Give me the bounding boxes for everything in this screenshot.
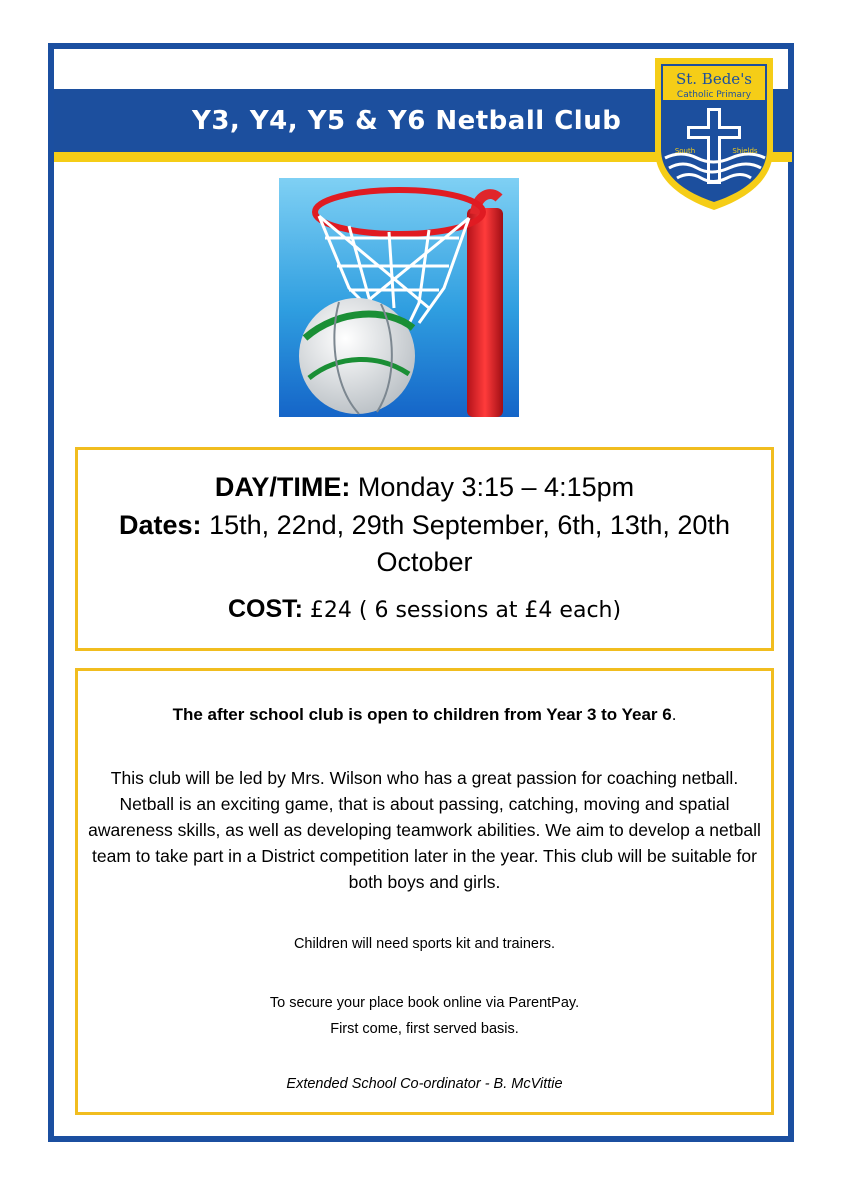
crest-school-name: St. Bede's [675, 70, 753, 88]
cost-label: COST: [227, 595, 303, 623]
cost-value: £24 ( 6 sessions at £4 each) [309, 598, 622, 623]
dates-label: Dates: [119, 510, 202, 540]
info-paragraph: This club will be led by Mrs. Wilson who has a great passion for coaching netball. Netball is an exciting game, that is about passing, catching, moving and spatial awareness skills, as well as developing teamwork abilities. We aim to develop a netball team to take part in a District competition later in the year. This club will be suitable for both boys and girls. [88, 768, 761, 892]
netball-hoop-image [279, 178, 519, 417]
dates-continuation: October [376, 547, 473, 577]
info-box [75, 668, 774, 1115]
day-time-label: DAY/TIME: [214, 472, 351, 502]
booking-note: To secure your place book online via ParentPay. [269, 995, 580, 1011]
cost-line [78, 595, 771, 624]
booking-basis: First come, first served basis. [330, 1021, 519, 1037]
day-time-line [78, 472, 771, 503]
school-crest-logo [651, 54, 777, 212]
kit-note: Children will need sports kit and trainers. [293, 936, 556, 952]
dates-value: 15th, 22nd, 29th September, 6th, 13th, 20th [209, 510, 730, 540]
dates-line [78, 510, 771, 541]
page-title: Y3, Y4, Y5 & Y6 Netball Club [192, 105, 622, 136]
crest-location-right: Shields [732, 147, 758, 155]
crest-school-type: Catholic Primary [676, 90, 752, 100]
day-time-value: Monday 3:15 – 4:15pm [357, 472, 635, 502]
details-box [75, 447, 774, 651]
crest-location-left: South [674, 147, 696, 155]
coordinator-signoff: Extended School Co-ordinator - B. McVittie [286, 1076, 563, 1092]
info-lead [78, 705, 771, 725]
info-lead-end: . [671, 705, 677, 724]
info-lead-text: The after school club is open to children from Year 3 to Year 6 [172, 705, 672, 724]
